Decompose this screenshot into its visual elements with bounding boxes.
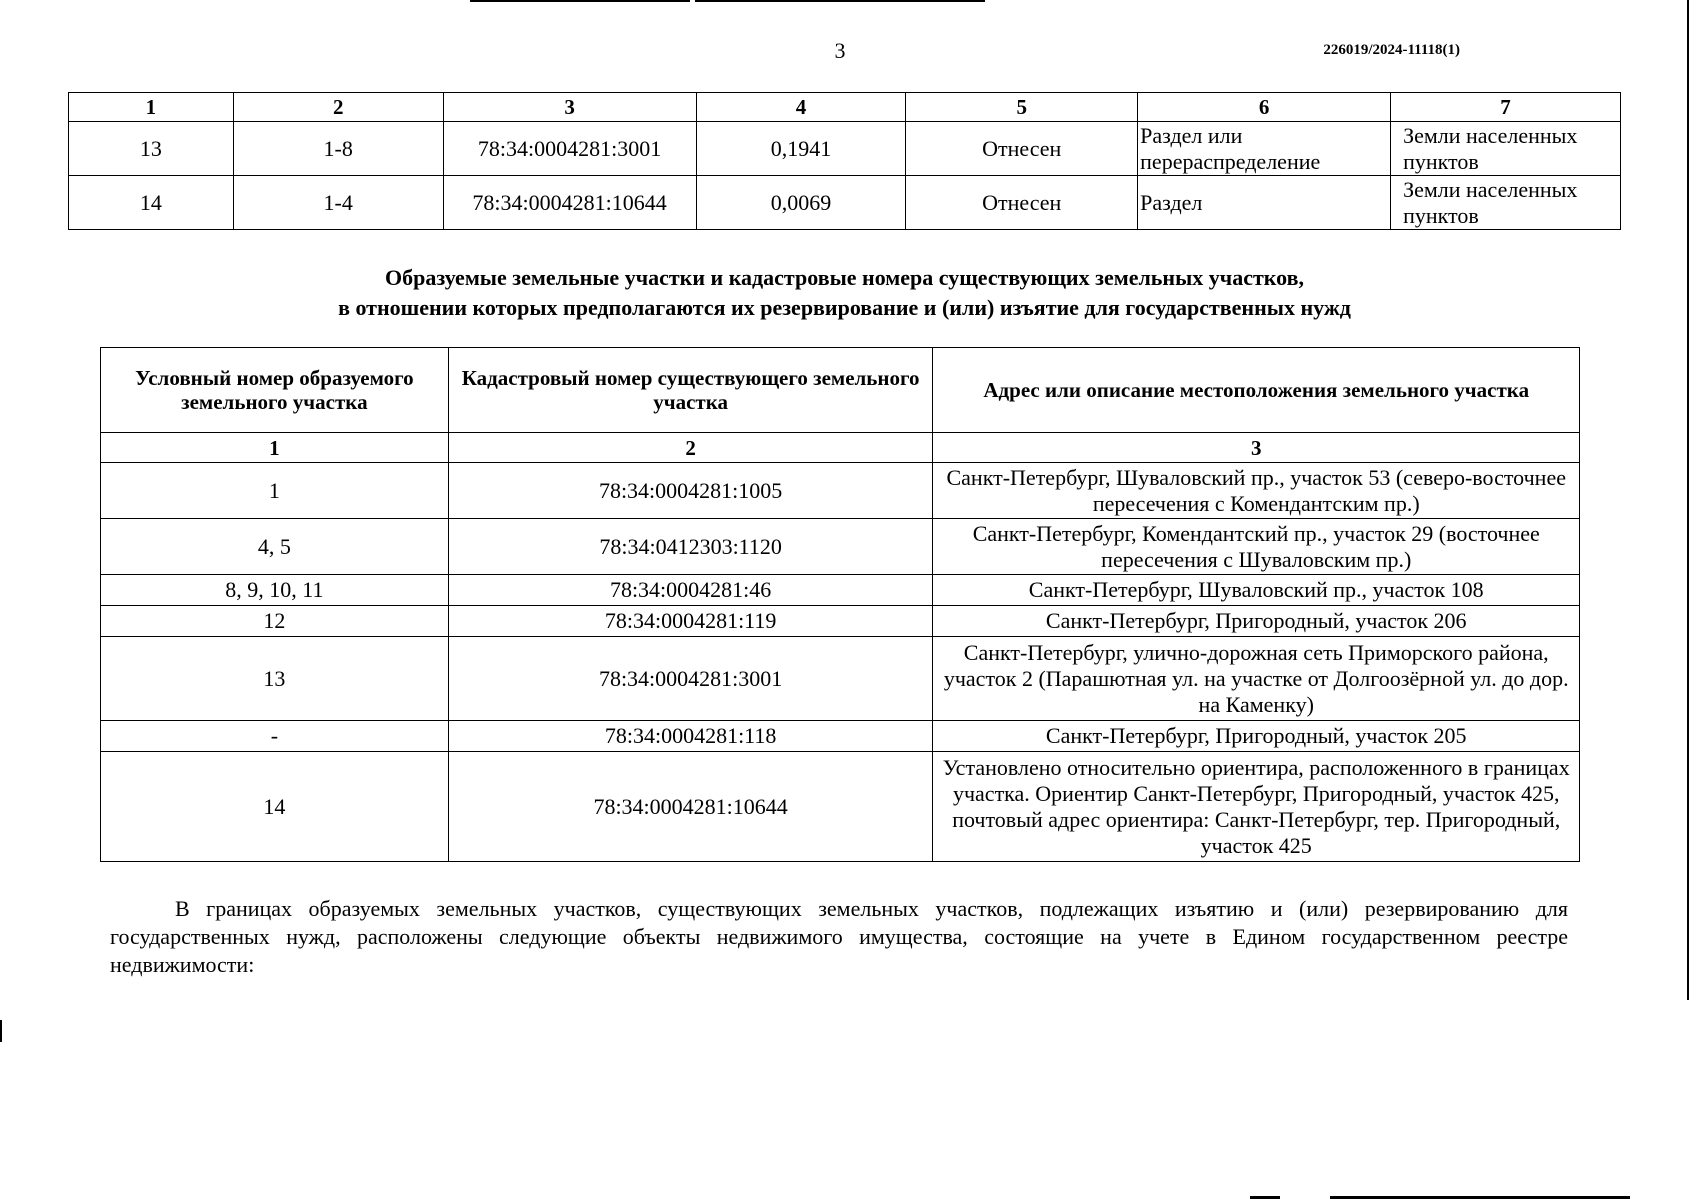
table-cell: 1 [101, 463, 449, 519]
table-cell: 78:34:0004281:1005 [448, 463, 933, 519]
table-row [69, 122, 1621, 176]
table-cell: 14 [69, 176, 234, 230]
table-cell: 14 [101, 752, 449, 862]
table-cell: 78:34:0412303:1120 [448, 519, 933, 575]
column-header: Условный номер образуемого земельного участка [101, 348, 449, 433]
document-number: 226019/2024-11118(1) [1323, 42, 1460, 58]
table-cell: 0,1941 [696, 122, 906, 176]
column-number: 4 [696, 93, 906, 122]
table-row [69, 176, 1621, 230]
table-cell: Отнесен [906, 122, 1138, 176]
table-cell: 1-8 [233, 122, 443, 176]
table-row [101, 606, 1580, 637]
table-cell: 13 [101, 637, 449, 721]
land-classification-table [68, 92, 1621, 230]
table-header-row [69, 93, 1621, 122]
column-number: 3 [933, 433, 1580, 463]
table-cell: Земли населенных пунктов [1391, 176, 1621, 230]
table-row [101, 575, 1580, 606]
section-heading-line-2: в отношении которых предполагаются их резервирование и (или) изъятие для государственных нужд [338, 295, 1351, 320]
table-cell: Земли населенных пунктов [1391, 122, 1621, 176]
table-cell: 8, 9, 10, 11 [101, 575, 449, 606]
table-cell: 78:34:0004281:118 [448, 721, 933, 752]
table-cell: 4, 5 [101, 519, 449, 575]
table-cell: Раздел или перераспределение [1138, 122, 1391, 176]
table-row [101, 519, 1580, 575]
column-number: 1 [101, 433, 449, 463]
column-header: Кадастровый номер существующего земельного участка [448, 348, 933, 433]
table-row [101, 752, 1580, 862]
table-cell: 1-4 [233, 176, 443, 230]
table-cell: - [101, 721, 449, 752]
table-cell: Санкт-Петербург, Шуваловский пр., участок 108 [933, 575, 1580, 606]
table-cell: 13 [69, 122, 234, 176]
column-number: 7 [1391, 93, 1621, 122]
table-column-number-row [101, 433, 1580, 463]
table-cell: 78:34:0004281:3001 [443, 122, 696, 176]
table-cell: 12 [101, 606, 449, 637]
column-header: Адрес или описание местоположения земельного участка [933, 348, 1580, 433]
column-number: 1 [69, 93, 234, 122]
scan-mark-top-right [695, 0, 985, 2]
scan-mark-left [0, 1020, 2, 1042]
table-row [101, 721, 1580, 752]
table-cell: Отнесен [906, 176, 1138, 230]
table-cell: Установлено относительно ориентира, расположенного в границах участка. Ориентир Санкт-Петербург, Пригородный, участок 425, почтовый адрес ориентира: Санкт-Петербург, тер. Пригородный, участок 425 [933, 752, 1580, 862]
table-cell: 78:34:0004281:10644 [443, 176, 696, 230]
table-cell: 78:34:0004281:46 [448, 575, 933, 606]
table-header-row [101, 348, 1580, 433]
table-cell: 0,0069 [696, 176, 906, 230]
section-heading-line-1: Образуемые земельные участки и кадастровые номера существующих земельных участков, [385, 265, 1304, 290]
body-paragraph: В границах образуемых земельных участков, существующих земельных участков, подлежащих изъятию и (или) резервированию для государственных нужд, расположены следующие объекты недвижимого имущества, состоящие на учете в Едином государственном реестре недвижимости: [110, 896, 1568, 977]
table-row [101, 463, 1580, 519]
table-cell: 78:34:0004281:10644 [448, 752, 933, 862]
scan-mark-top-left [470, 0, 690, 2]
table-row [101, 637, 1580, 721]
column-number: 2 [448, 433, 933, 463]
table-cell: Санкт-Петербург, улично-дорожная сеть Приморского района, участок 2 (Парашютная ул. на участке от Долгоозёрной ул. до дор. на Каменку) [933, 637, 1580, 721]
table-cell: 78:34:0004281:119 [448, 606, 933, 637]
table-cell: Санкт-Петербург, Пригородный, участок 206 [933, 606, 1580, 637]
table-cell: Санкт-Петербург, Пригородный, участок 205 [933, 721, 1580, 752]
table-cell: 78:34:0004281:3001 [448, 637, 933, 721]
scan-mark-bottom-1 [1250, 1196, 1280, 1199]
scan-mark-bottom-2 [1330, 1196, 1630, 1199]
page-number: 3 [834, 38, 846, 63]
column-number: 5 [906, 93, 1138, 122]
column-number: 6 [1138, 93, 1391, 122]
reserved-parcels-table [100, 347, 1580, 862]
table-cell: Санкт-Петербург, Шуваловский пр., участок 53 (северо-восточнее пересечения с Комендантским пр.) [933, 463, 1580, 519]
column-number: 2 [233, 93, 443, 122]
table-cell: Санкт-Петербург, Комендантский пр., участок 29 (восточнее пересечения с Шуваловским пр.) [933, 519, 1580, 575]
table-cell: Раздел [1138, 176, 1391, 230]
column-number: 3 [443, 93, 696, 122]
